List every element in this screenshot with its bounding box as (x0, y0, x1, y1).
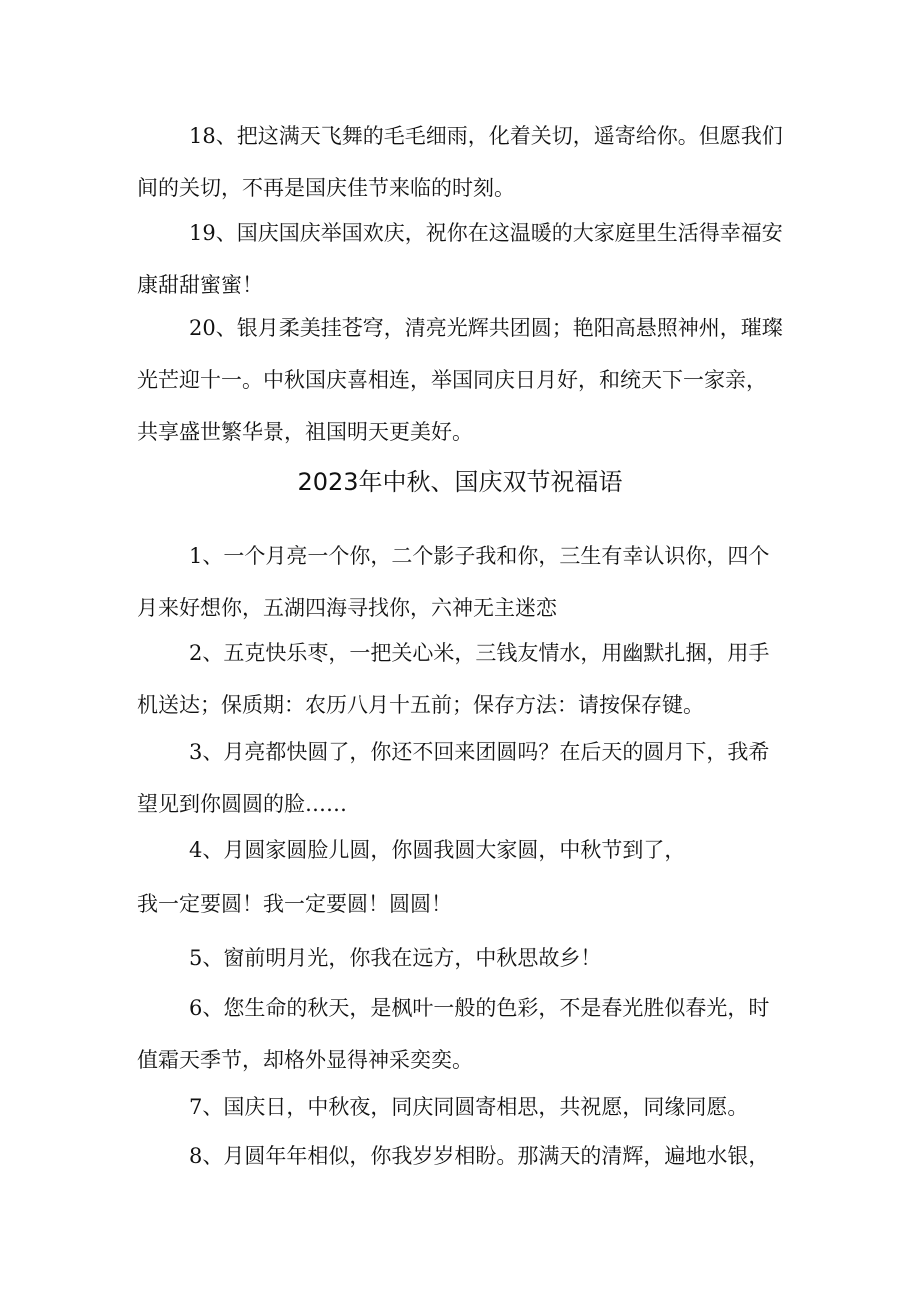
paragraph-1 (137, 530, 797, 634)
paragraph-2 (137, 627, 797, 731)
paragraph-line: 19、国庆国庆举国欢庆，祝你在这温暖的大家庭里生活得幸福安 (189, 221, 783, 245)
paragraph-7 (137, 1081, 797, 1133)
paragraph-line: 18、把这满天飞舞的毛毛细雨，化着关切，遥寄给你。但愿我们 (189, 124, 783, 148)
paragraph-line: 8、月圆年年相似，你我岁岁相盼。那满天的清辉，遍地水银， (189, 1144, 770, 1168)
paragraph-line: 2、五克快乐枣，一把关心米，三钱友情水，用幽默扎捆，用手 (189, 641, 770, 665)
paragraph-20 (137, 302, 797, 458)
paragraph-line: 4、月圆家圆脸儿圆，你圆我圆大家圆，中秋节到了， (189, 838, 686, 862)
paragraph-line: 6、您生命的秋天，是枫叶一般的色彩，不是春光胜似春光，时 (189, 996, 770, 1020)
paragraph-line: 机送达；保质期：农历八月十五前；保存方法：请按保存键。 (137, 693, 704, 717)
paragraph-line: 望见到你圆圆的脸…… (137, 792, 347, 816)
paragraph-6 (137, 982, 797, 1086)
section-title: 2023年中秋、国庆双节祝福语 (297, 468, 623, 496)
paragraph-3 (137, 726, 797, 830)
paragraph-8 (137, 1130, 797, 1182)
paragraph-line: 20、银月柔美挂苍穹，清亮光辉共团圆；艳阳高悬照神州，璀璨 (189, 316, 783, 340)
paragraph-line: 7、国庆日，中秋夜，同庆同圆寄相思，共祝愿，同缘同愿。 (189, 1095, 749, 1119)
paragraph-line: 3、月亮都快圆了，你还不回来团圆吗？在后天的圆月下，我希 (189, 740, 770, 764)
paragraph-4 (137, 824, 797, 930)
paragraph-line: 光芒迎十一。中秋国庆喜相连，举国同庆日月好，和统天下一家亲， (137, 368, 767, 392)
paragraph-line: 1、一个月亮一个你，二个影子我和你，三生有幸认识你，四个 (189, 544, 770, 568)
paragraph-line: 共享盛世繁华景，祖国明天更美好。 (137, 420, 473, 444)
paragraph-line: 5、窗前明月光，你我在远方，中秋思故乡！ (189, 946, 602, 970)
paragraph-line: 月来好想你，五湖四海寻找你，六神无主迷恋 (137, 596, 557, 620)
paragraph-line: 值霜天季节，却格外显得神采奕奕。 (137, 1048, 473, 1072)
paragraph-5 (137, 932, 797, 984)
paragraph-18 (137, 110, 797, 214)
paragraph-line: 康甜甜蜜蜜！ (137, 273, 263, 297)
paragraph-19 (137, 207, 797, 311)
paragraph-line: 我一定要圆！我一定要圆！圆圆！ (137, 892, 452, 916)
paragraph-line: 间的关切，不再是国庆佳节来临的时刻。 (137, 176, 515, 200)
